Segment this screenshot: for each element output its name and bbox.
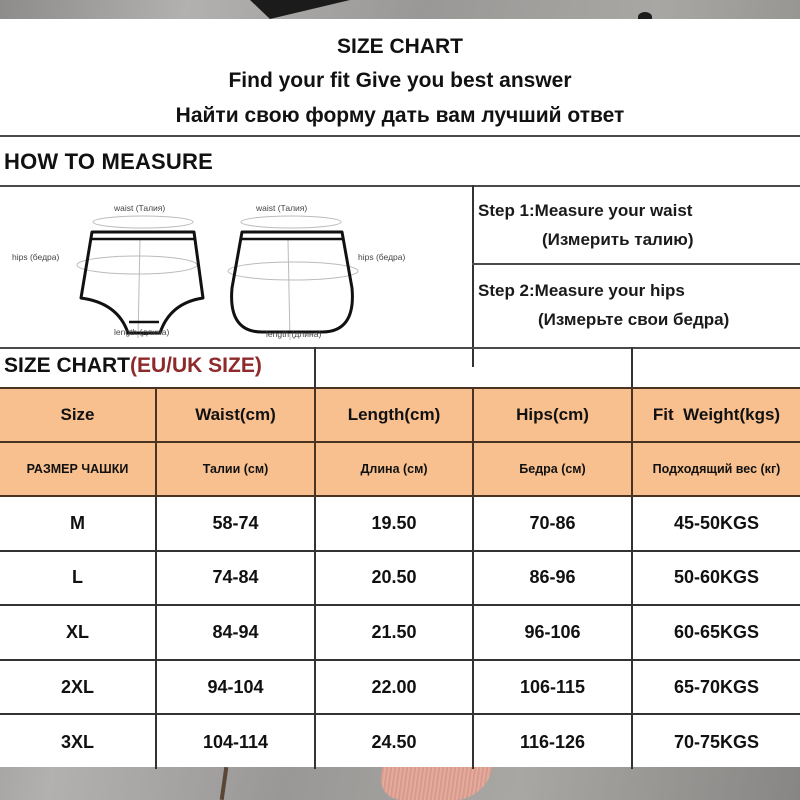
column-header-hips-ru: Бедра (см) — [473, 442, 632, 496]
divider — [631, 347, 633, 387]
column-header-size-ru: РАЗМЕР ЧАШКИ — [0, 442, 156, 496]
underwear-diagram-icon — [0, 188, 472, 348]
how-to-measure-title: HOW TO MEASURE — [4, 149, 213, 174]
cell-size: L — [0, 551, 156, 606]
column-header-length-ru: Длина (см) — [315, 442, 473, 496]
step-1-ru: (Измерить талию) — [542, 230, 694, 249]
divider — [0, 347, 800, 349]
cell-weight: 45-50KGS — [632, 496, 800, 551]
cell-size: M — [0, 496, 156, 551]
column-header-size: Size — [0, 388, 156, 442]
background-object — [220, 767, 229, 800]
cell-size: 3XL — [0, 714, 156, 769]
size-chart-title-text: SIZE CHART — [4, 354, 130, 377]
subtitle-en: Find your fit Give you best answer — [228, 69, 572, 92]
step-2-ru: (Измерьте свои бедра) — [538, 310, 730, 329]
cell-length: 24.50 — [315, 714, 473, 769]
cell-length: 19.50 — [315, 496, 473, 551]
column-header-weight: Fit Weight(kgs) — [632, 388, 800, 442]
cell-size: 2XL — [0, 660, 156, 715]
cell-waist: 58-74 — [156, 496, 315, 551]
table-row — [0, 660, 800, 715]
step-1 — [478, 201, 693, 250]
length-label: length (длина) — [114, 327, 170, 337]
table-header-en — [0, 388, 800, 442]
step-2 — [478, 281, 729, 330]
cell-weight: 60-65KGS — [632, 605, 800, 660]
cell-hips: 86-96 — [473, 551, 632, 606]
size-chart-title — [4, 354, 262, 378]
column-header-length: Length(cm) — [315, 388, 473, 442]
cell-waist: 104-114 — [156, 714, 315, 769]
divider — [314, 347, 316, 387]
column-header-hips: Hips(cm) — [473, 388, 632, 442]
size-table — [0, 387, 800, 769]
step-2-en: Step 2:Measure your hips — [478, 281, 685, 300]
waist-label: waist (Талия) — [114, 203, 166, 213]
cell-hips: 116-126 — [473, 714, 632, 769]
cell-waist: 74-84 — [156, 551, 315, 606]
divider — [0, 135, 800, 137]
cell-weight: 70-75KGS — [632, 714, 800, 769]
background-fabric-fold — [250, 0, 350, 19]
hips-label: hips (бедра) — [12, 252, 60, 262]
waist-label: waist (Талия) — [256, 203, 308, 213]
cell-hips: 96-106 — [473, 605, 632, 660]
page-title: SIZE CHART — [337, 35, 463, 58]
table-row — [0, 496, 800, 551]
background-pink-fabric — [378, 767, 493, 800]
table-header-ru — [0, 442, 800, 496]
cell-waist: 94-104 — [156, 660, 315, 715]
cell-hips: 70-86 — [473, 496, 632, 551]
column-header-waist-ru: Талии (см) — [156, 442, 315, 496]
cell-weight: 65-70KGS — [632, 660, 800, 715]
cell-size: XL — [0, 605, 156, 660]
cell-length: 20.50 — [315, 551, 473, 606]
length-label: length (длина) — [266, 329, 322, 339]
cell-weight: 50-60KGS — [632, 551, 800, 606]
divider — [0, 185, 800, 187]
cell-waist: 84-94 — [156, 605, 315, 660]
cell-length: 21.50 — [315, 605, 473, 660]
hips-label: hips (бедра) — [358, 252, 406, 262]
divider — [472, 263, 800, 265]
column-header-weight-ru: Подходящий вес (кг) — [632, 442, 800, 496]
cell-length: 22.00 — [315, 660, 473, 715]
column-header-waist: Waist(cm) — [156, 388, 315, 442]
table-row — [0, 714, 800, 769]
divider — [472, 185, 474, 367]
table-row — [0, 551, 800, 606]
size-chart-region: (EU/UK SIZE) — [130, 354, 262, 377]
step-1-en: Step 1:Measure your waist — [478, 201, 693, 220]
table-row — [0, 605, 800, 660]
cell-hips: 106-115 — [473, 660, 632, 715]
size-chart-panel — [0, 19, 800, 767]
subtitle-ru: Найти свою форму дать вам лучший ответ — [175, 104, 625, 127]
measurement-diagram — [0, 188, 472, 348]
